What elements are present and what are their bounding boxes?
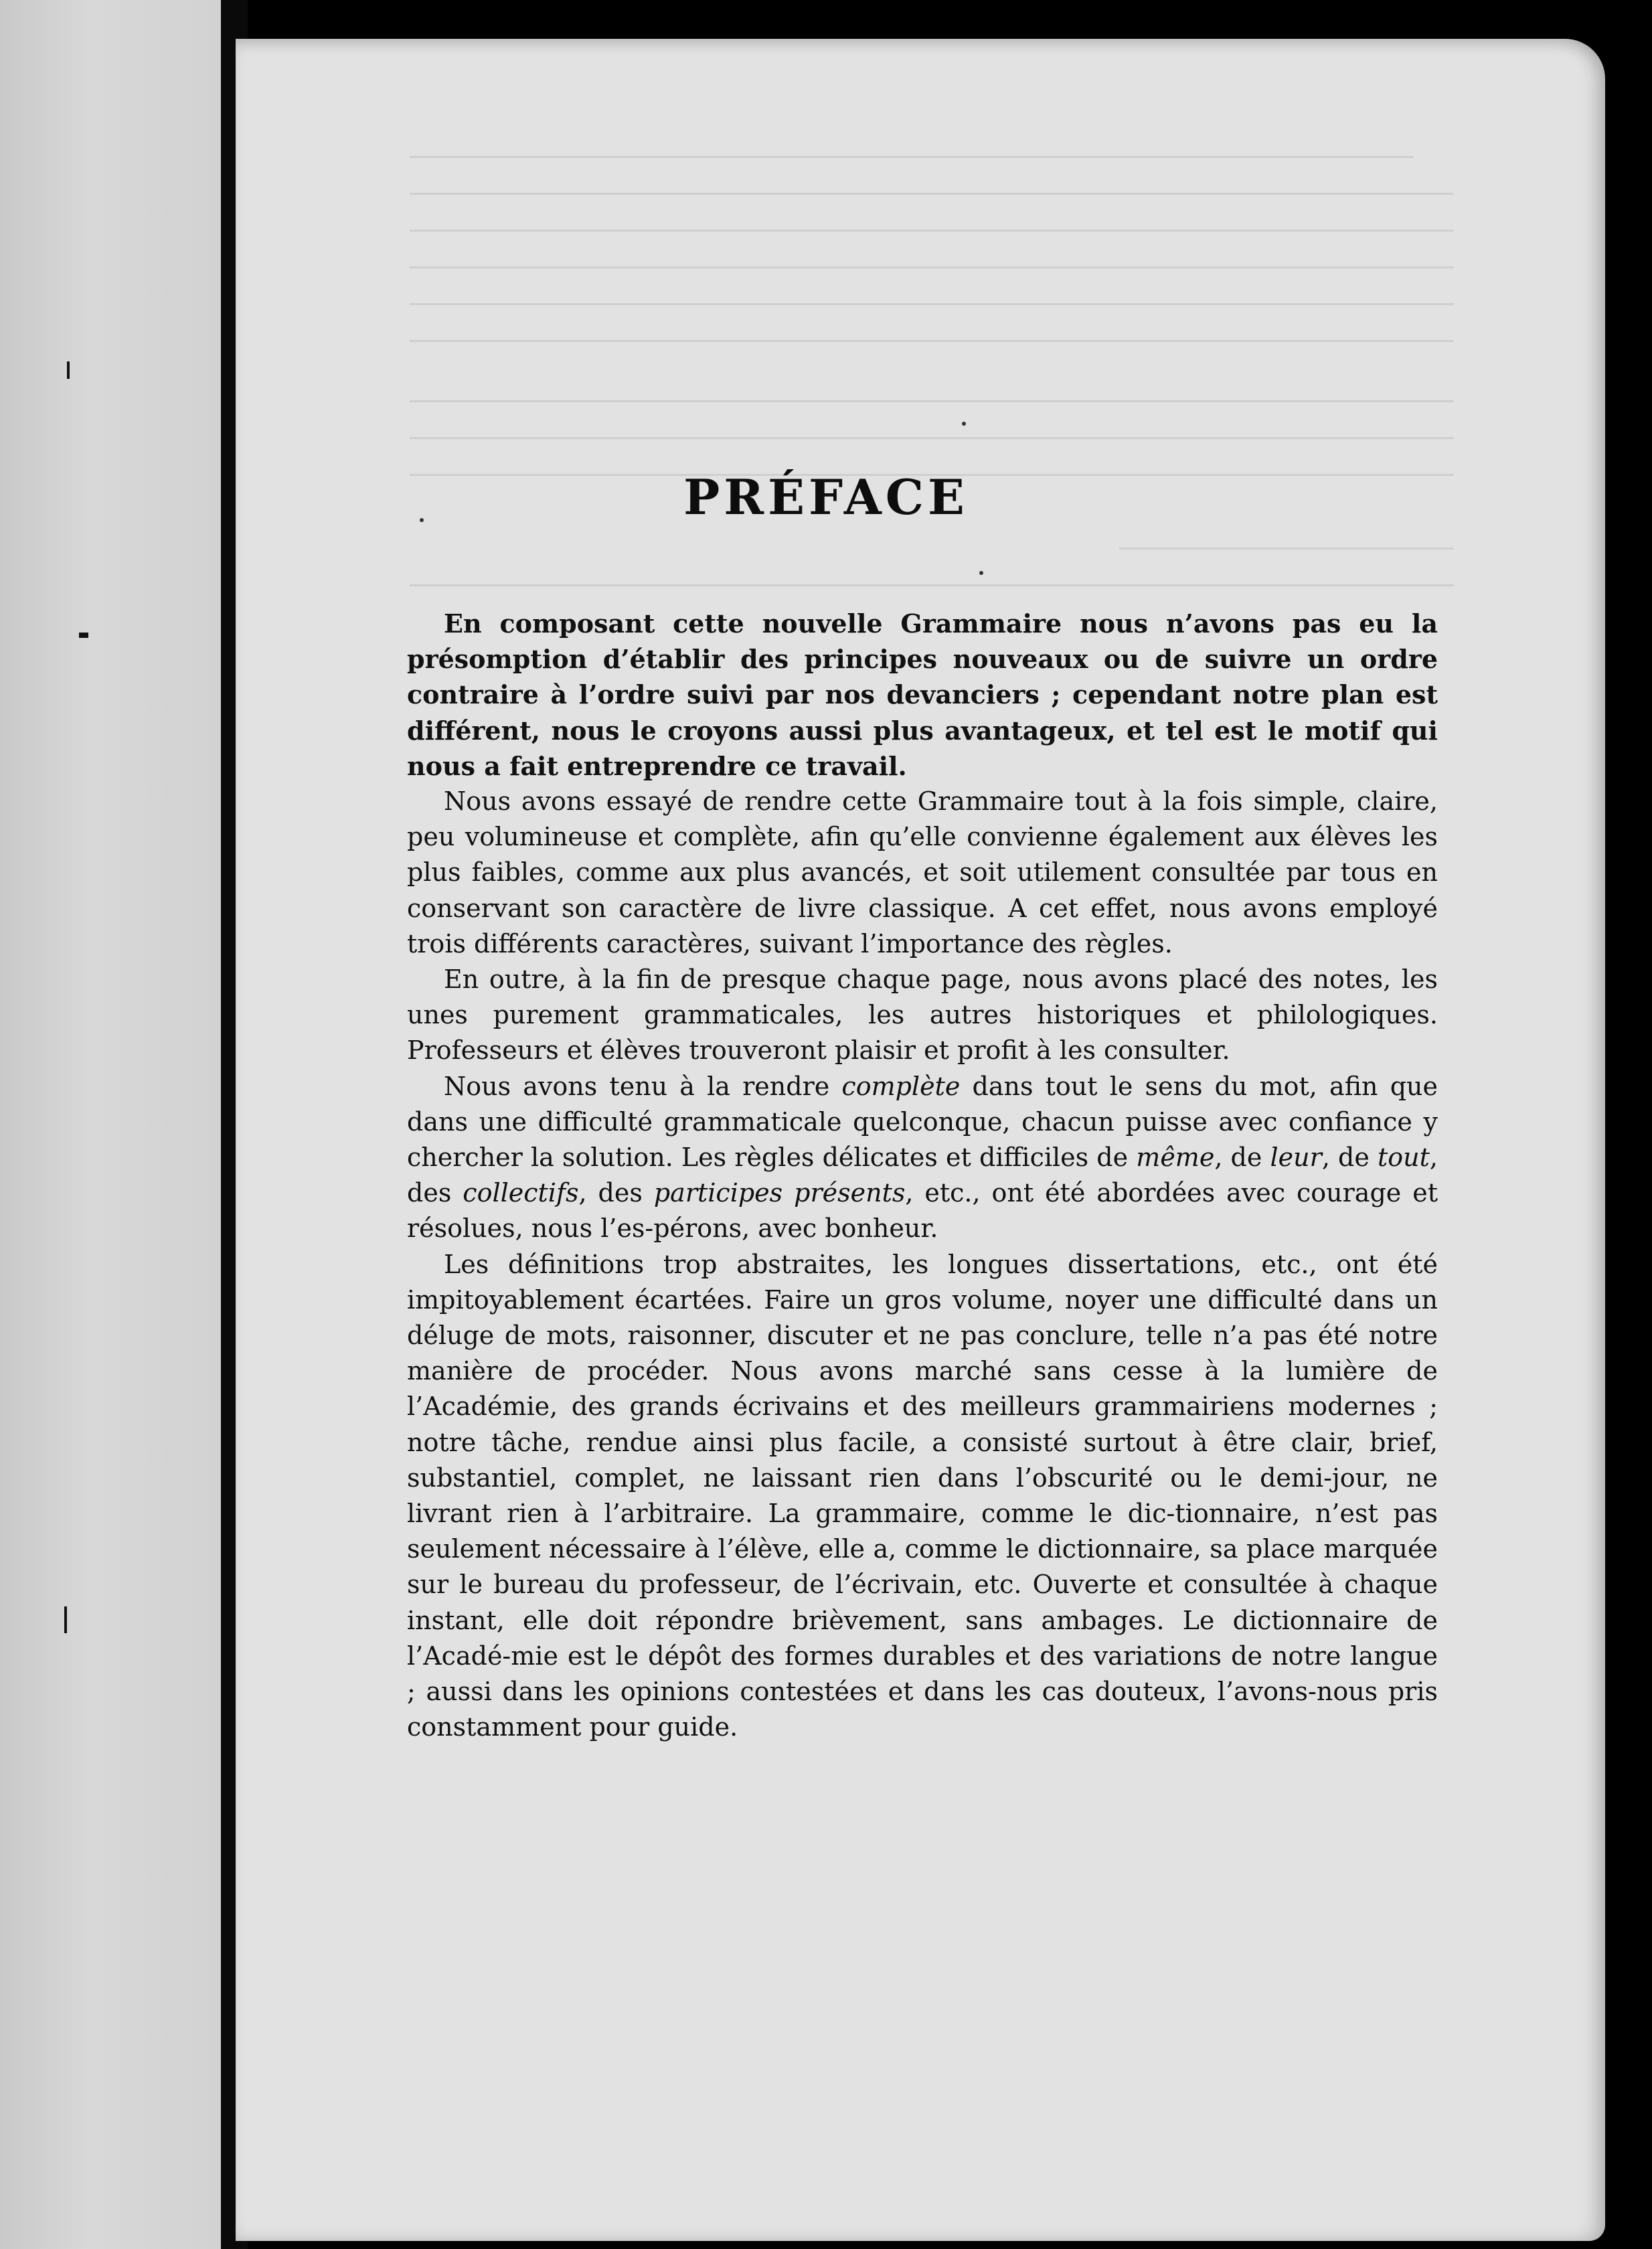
- left-page-mark: [79, 633, 88, 638]
- left-page-edge: [0, 0, 221, 2249]
- italic-term: leur: [1270, 1143, 1322, 1173]
- bleed-through-line: [410, 437, 1454, 439]
- paragraph-text: , de: [1214, 1143, 1270, 1173]
- preface-paragraph: [407, 1247, 1438, 1746]
- italic-term: même: [1136, 1143, 1215, 1173]
- italic-term: collectifs: [463, 1178, 579, 1208]
- italic-term: participes présents: [653, 1178, 906, 1208]
- left-page-mark: [67, 361, 70, 379]
- bleed-through-line: [410, 266, 1454, 268]
- preface-paragraph: [407, 606, 1438, 784]
- preface-paragraph: [407, 1069, 1438, 1247]
- preface-paragraph: [407, 962, 1438, 1069]
- paragraph-text: , de: [1321, 1143, 1378, 1173]
- bleed-through-line: [410, 340, 1454, 342]
- paragraph-text: En composant cette nouvelle Grammaire nous n’avons pas eu la présomption d’établir des principes nouveaux ou de suivre un ordre contraire à l’ordre suivi par nos devanciers ; cependant notre plan est différent, nous le croyons aussi plus avantageux, et tel est le motif qui nous a fait entreprendre ce travail.: [407, 608, 1438, 781]
- paragraph-text: , des: [578, 1178, 654, 1208]
- bleed-through-line: [1119, 548, 1454, 550]
- paragraph-text: , etc., ont été abordées avec courage et résolues, nous l’es-pérons, avec bonheur.: [407, 1178, 1438, 1244]
- page-speck: [979, 571, 983, 575]
- page-title: PRÉFACE: [683, 469, 969, 525]
- preface-body: [407, 606, 1438, 1746]
- bleed-through-line: [410, 303, 1454, 305]
- paragraph-text: En outre, à la fin de presque chaque page, nous avons placé des notes, les unes purement grammaticales, les autres historiques et philologiques. Professeurs et élèves trouveront plaisir et profit à les consulter.: [407, 965, 1438, 1066]
- bleed-through-line: [410, 156, 1414, 158]
- paragraph-text: Nous avons essayé de rendre cette Grammaire tout à la fois simple, claire, peu volumineuse et complète, afin qu’elle convienne également aux élèves les plus faibles, comme aux plus avancés, et soit utilement consultée par tous en conservant son caractère de livre classique. A cet effet, nous avons employé trois différents caractères, suivant l’importance des règles.: [407, 786, 1438, 959]
- bleed-through-line: [410, 400, 1454, 402]
- paragraph-text: Nous avons tenu à la rendre: [444, 1071, 842, 1101]
- paragraph-text: , des: [407, 1143, 1438, 1208]
- bleed-through-line: [410, 193, 1454, 195]
- bleed-through-line: [410, 584, 1454, 586]
- left-page-mark: [64, 1606, 67, 1633]
- paragraph-text: dans tout le sens du mot, afin que dans une difficulté grammaticale quelconque, chacun puisse avec confiance y chercher la solution. Les règles délicates et difficiles de: [407, 1071, 1438, 1173]
- bleed-through-line: [410, 230, 1454, 232]
- paragraph-text: Les définitions trop abstraites, les longues dissertations, etc., ont été impitoyablement écartées. Faire un gros volume, noyer une difficulté dans un déluge de mots, raisonner, discuter et ne pas conclure, telle n’a pas été notre manière de procéder. Nous avons marché sans cesse à la lumière de l’Académie, des grands écrivains et des meilleurs grammairiens modernes ; notre tâche, rendue ainsi plus facile, a consisté surtout à être clair, brief, substantiel, complet, ne laissant rien dans l’obscurité ou le demi-jour, ne livrant rien à l’arbitraire. La grammaire, comme le dic-tionnaire, n’est pas seulement nécessaire à l’élève, elle a, comme le dictionnaire, sa place marquée sur le bureau du professeur, de l’écrivain, etc. Ouverte et consultée à chaque instant, elle doit répondre brièvement, sans ambages. Le dictionnaire de l’Acadé-mie est le dépôt des formes durables et des variations de notre langue ; aussi dans les opinions contestées et dans les cas douteux, l’avons-nous pris constamment pour guide.: [407, 1249, 1438, 1742]
- preface-paragraph: [407, 784, 1438, 962]
- page-speck: [962, 422, 966, 426]
- italic-term: complète: [841, 1071, 961, 1101]
- italic-term: tout: [1378, 1143, 1430, 1173]
